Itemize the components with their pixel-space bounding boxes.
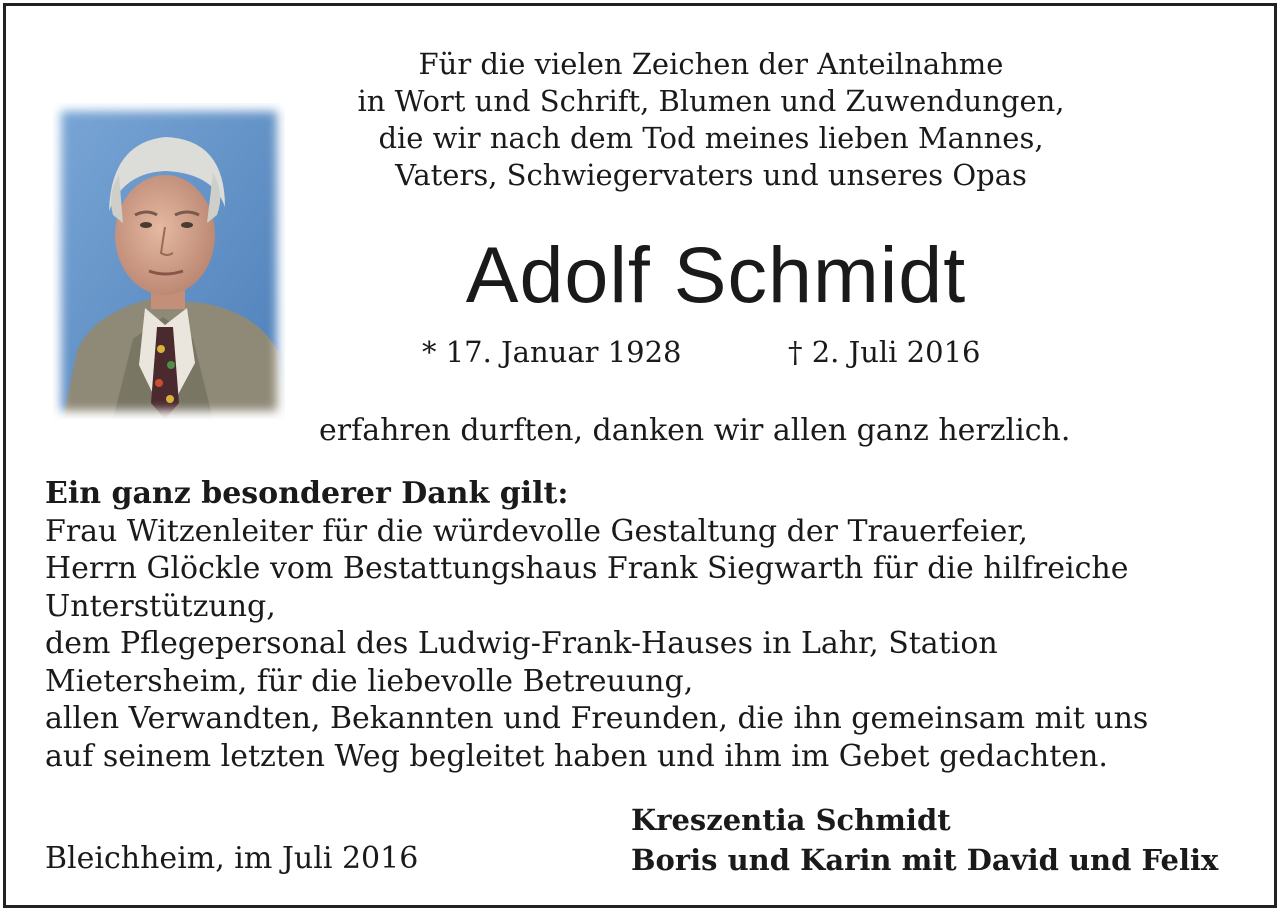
deceased-name: Adolf Schmidt [465,230,967,319]
birth-date: * 17. Januar 1928 [422,335,682,369]
place-and-date: Bleichheim, im Juli 2016 [45,841,419,876]
signer-line: Kreszentia Schmidt [631,803,951,837]
thanks-line: erfahren durften, danken wir allen ganz herzlich. [319,413,1071,448]
special-thanks-heading: Ein ganz besonderer Dank gilt: [45,476,569,511]
special-thanks-line: Frau Witzenleiter für die würdevolle Gestaltung der Trauerfeier, [45,513,1028,549]
special-thanks-line: Herrn Glöckle vom Bestattungshaus Frank Siegwarth für die hilfreiche [45,551,1129,586]
intro-line: in Wort und Schrift, Blumen und Zuwendungen, [357,84,1065,118]
intro-line: Für die vielen Zeichen der Anteilnahme [418,47,1004,81]
obituary-frame [3,3,1277,908]
special-thanks-line: Mietersheim, für die liebevolle Betreuung, [45,663,694,699]
intro-line: Vaters, Schwiegervaters und unseres Opas [395,158,1027,192]
special-thanks-line: dem Pflegepersonal des Ludwig-Frank-Hauses in Lahr, Station [45,626,998,661]
signer-line: Boris und Karin mit David und Felix [631,843,1219,877]
special-thanks-line: Unterstützung, [45,588,276,624]
special-thanks-line: allen Verwandten, Bekannten und Freunden, die ihn gemeinsam mit uns [45,701,1149,736]
portrait-image [53,103,285,419]
death-date: † 2. Juli 2016 [788,335,981,369]
signers [631,800,1218,880]
special-thanks [45,475,1245,775]
intro-text [301,46,1121,194]
special-thanks-line: auf seinem letzten Weg begleitet haben und ihm im Gebet gedachten. [45,738,1108,774]
intro-line: die wir nach dem Tod meines lieben Mannes, [378,121,1044,155]
portrait-photo [53,103,285,419]
